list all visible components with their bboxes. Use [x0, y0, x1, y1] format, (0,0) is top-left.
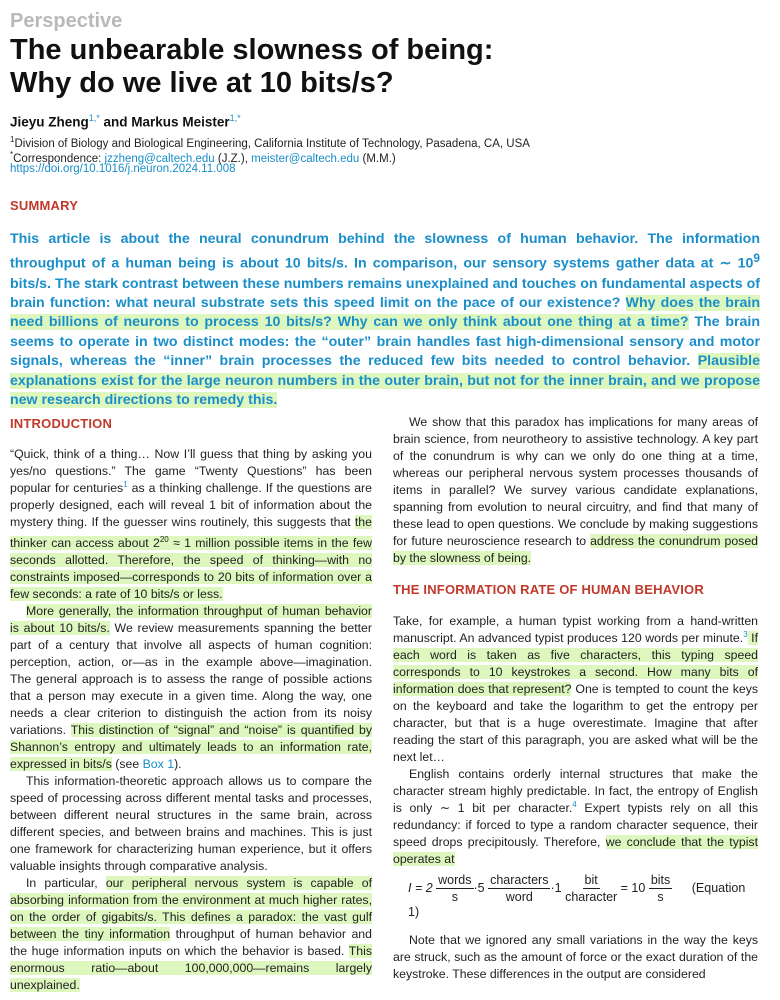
equation-term: ·1 [550, 880, 562, 895]
equation-1 [408, 872, 758, 919]
author-name: Markus Meister [131, 114, 230, 130]
doi-link[interactable]: https://doi.org/10.1016/j.neuron.2024.11.008 [10, 163, 236, 175]
summary-highlight: Why does the brain need billions of neurons to process 10 bits/s? Why can we only think about one thing at a time? [10, 294, 760, 331]
paragraph [10, 875, 372, 994]
author-name: Jieyu Zheng [10, 114, 89, 130]
highlight-run: This enormous ratio—about 100,000,000—remains largely unexplained. [10, 944, 372, 993]
paragraph [393, 766, 758, 868]
paragraph: Note that we ignored any small variations in the way the keys are struck, such as the amount of force or the exact duration of the keystroke. These differences in the output are considered [393, 933, 758, 981]
highlight-run: our peripheral nervous system is capable of absorbing information from the environment at much higher rates, on the order of gigabits/s. This defines a paradox: the vast gulf between the tiny information [10, 876, 372, 942]
text-run: One is tempted to count the keys on the keyboard and take the logarithm to get the entropy per character, but that is a huge overestimate. Imagine that after reading the start of this paragraph, you are asked what will be the next let… [393, 682, 759, 764]
paragraph: This information-theoretic approach allows us to compare the speed of processing across different mental tasks and processes, between different neural structures in the same brain, across different species, and between brains and machines. This is just one framework for characterizing human experience, but it offers valuable insights through comparative analysis. [10, 774, 372, 874]
highlight-run: If each word is taken as five characters, this typing speed corresponds to 10 keystrokes a second. How many bits of information does that represent? [393, 631, 759, 696]
text-run: In particular, [26, 876, 106, 891]
email-link[interactable]: meister@caltech.edu [251, 152, 360, 165]
right-column-top [393, 414, 758, 567]
text-run: Expert typists rely on all this redundancy: if forced to type a random character sequence, their speed drops precipitously. Therefore, [393, 801, 758, 849]
email-link[interactable]: jzzheng@caltech.edu [104, 152, 215, 165]
highlight-run: we conclude that the typist operates at [393, 835, 758, 866]
reference-link[interactable]: 1 [123, 479, 128, 489]
text-run: “Quick, think of a thing… Now I’ll guess that thing by asking you yes/no questions.” The game “Twenty Questions” has been popular for centuries [10, 447, 372, 495]
summary-sentence: The brain seems to operate in two distinct modes: the “outer” brain handles fast high-dimensional sensory and motor signals, whereas the “inner” brain processes the reduced few bits needed to control behavior. [10, 314, 760, 370]
reference-link[interactable]: 4 [572, 799, 577, 809]
email-note: (M.M.) [359, 152, 396, 165]
fraction: $\frac{\text{words}}{s}$ [438, 873, 472, 904]
fraction: $\frac{\text{bits}}{s}$ [650, 873, 671, 904]
equation-lhs: I = 2 [408, 880, 433, 895]
summary-highlight: Plausible explanations exist for the large neuron numbers in the outer brain, but not for the inner brain, and we propose new research directions to remedy this. [10, 353, 760, 408]
fraction: $\frac{\text{characters}}{\text{word}}$ [490, 873, 549, 904]
text-run: Take, for example, a human typist working from a hand-written manuscript. An advanced typist produces 120 words per minute. [393, 614, 758, 645]
highlight-run: address the conundrum posed by the slowness of being. [393, 534, 758, 565]
summary-sentence: bits/s. The stark contrast between these numbers remains unexplained and touches on fundamental aspects of brain function: what neural substrate sets this speed limit on the pace of our existence? [10, 275, 760, 311]
text-run: We show that this paradox has implications for many areas of brain science, from neurotheory to assistive technology. A key part of the conundrum is why can we only do one thing at a time, whereas our peripheral nervous system processes thousands of items in parallel? We survey various candidate explanations, spanning from evolution to neural circuitry, and find that many of these lead to open questions. We conclude by making suggestions for future neuroscience research to [393, 415, 758, 548]
author-list [10, 113, 241, 130]
right-column-body [393, 613, 758, 868]
right-column-bottom [393, 932, 758, 983]
text-run: as a thinking challenge. If the questions are properly designed, each will reveal 1 bit of information about the mystery thing. If the guesser wins routinely, this suggests that [10, 481, 372, 529]
introduction-heading: INTRODUCTION [10, 416, 113, 431]
corr-mark: * [10, 150, 14, 159]
box-link[interactable]: Box 1 [142, 757, 175, 772]
author-conj: and [99, 114, 132, 130]
equation-term: ·5 [473, 880, 485, 895]
text-run: (see [111, 757, 143, 772]
corr-label: Correspondence: [13, 152, 105, 165]
text-run: ). [174, 757, 182, 772]
article-type-label: Perspective [10, 10, 123, 32]
summary-exponent: 9 [753, 251, 760, 266]
affiliation-text: Division of Biology and Biological Engineering, California Institute of Technology, Pasadena, CA, USA [14, 137, 530, 150]
highlight-run: This distinction of “signal” and “noise” is quantified by Shannon’s entropy and ultimately leads to an information rate, expressed in bits/s [10, 723, 372, 772]
fraction: $\frac{\text{bit}}{\text{character}}$ [565, 873, 618, 904]
paragraph [393, 613, 758, 766]
doi-line [10, 162, 770, 177]
title-line-1: The unbearable slowness of being: [10, 34, 494, 66]
text-run: We review measurements spanning the better part of a century that involve all aspects of human cognition: perception, action, or—as in the example above—imagination. The general approach is to assess the range of possible actions that a person may execute in a given time. Along the way, one needs a clear criterion to distinguish the action from its noisy variations. [10, 621, 372, 738]
reference-link[interactable]: 3 [743, 629, 748, 639]
author-marks: 1,* [88, 113, 100, 123]
text-run: throughput of human behavior and the huge information inputs on which the behavior is based. [10, 927, 372, 959]
summary-heading: SUMMARY [10, 198, 79, 213]
article-title [10, 34, 770, 100]
summary-sentence: This article is about the neural conundrum behind the slowness of human behavior. The information throughput of a human being is about 10 bits/s. In comparison, our sensory systems gather data at ∼ 10 [10, 231, 760, 273]
highlight-run: the thinker can access about $2^{20} \approx 1$ million possible items in the few seconds allotted. Therefore, the speed of thinking—with no constraints imposed—corresponds to 20 bits of information over a few seconds: a rate of 10 bits/s or less. [10, 515, 372, 602]
paragraph [10, 446, 372, 603]
equation-label: (Equation 1) [408, 880, 746, 919]
author-marks: 1,* [229, 113, 241, 123]
summary-text [10, 230, 760, 410]
left-column [10, 446, 372, 994]
highlight-run: More generally, the information throughput of human behavior is about 10 bits/s. [10, 604, 372, 636]
affiliation-mark: 1 [10, 135, 15, 144]
information-rate-heading: THE INFORMATION RATE OF HUMAN BEHAVIOR [393, 582, 704, 597]
paragraph [393, 414, 758, 567]
paragraph [10, 603, 372, 773]
title-line-2: Why do we live at 10 bits/s? [10, 67, 394, 99]
email-note: (J.Z.), [214, 152, 252, 165]
text-run: English contains orderly internal structures that make the character stream highly predictable. In fact, the entropy of English is only ∼ 1 bit per character. [393, 767, 758, 815]
equation-term: = 10 [617, 880, 646, 895]
